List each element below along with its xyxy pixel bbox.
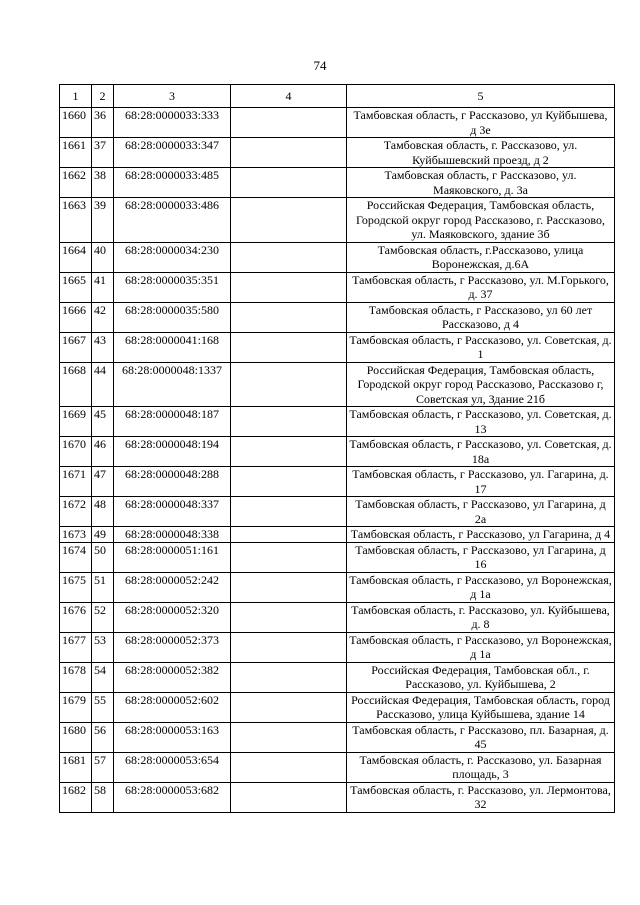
address-cell: Тамбовская область, г Рассказово, ул. Гагарина, д. 17: [347, 467, 615, 497]
table-row: [60, 782, 615, 812]
row-number-cell: 1676: [60, 602, 92, 632]
column-4-cell: [231, 362, 347, 407]
table-row: [60, 302, 615, 332]
cadastral-number-cell: 68:28:0000033:347: [114, 138, 231, 168]
column-4-cell: [231, 782, 347, 812]
row-number-cell: 1669: [60, 407, 92, 437]
cadastral-number-cell: 68:28:0000052:373: [114, 632, 231, 662]
table-row: [60, 332, 615, 362]
table-row: [60, 602, 615, 632]
row-index-cell: 58: [92, 782, 114, 812]
address-cell: Российская Федерация, Тамбовская область, Городской округ город Рассказово, Рассказово г, Советская ул, Здание 21б: [347, 362, 615, 407]
row-index-cell: 45: [92, 407, 114, 437]
row-number-cell: 1668: [60, 362, 92, 407]
cadastral-number-cell: 68:28:0000035:580: [114, 302, 231, 332]
row-number-cell: 1660: [60, 108, 92, 138]
column-4-cell: [231, 332, 347, 362]
row-number-cell: 1682: [60, 782, 92, 812]
cadastral-number-cell: 68:28:0000052:382: [114, 662, 231, 692]
column-header-2: 2: [92, 85, 114, 108]
row-index-cell: 48: [92, 497, 114, 527]
column-header-5: 5: [347, 85, 615, 108]
table-row: [60, 722, 615, 752]
table-row: [60, 497, 615, 527]
row-index-cell: 42: [92, 302, 114, 332]
row-number-cell: 1662: [60, 168, 92, 198]
address-cell: Тамбовская область, г Рассказово, ул. Маяковского, д. 3а: [347, 168, 615, 198]
table-row: [60, 467, 615, 497]
column-4-cell: [231, 108, 347, 138]
page-number: 74: [313, 58, 327, 73]
row-index-cell: 43: [92, 332, 114, 362]
table-row: [60, 662, 615, 692]
row-number-cell: 1671: [60, 467, 92, 497]
column-4-cell: [231, 662, 347, 692]
address-cell: Российская Федерация, Тамбовская область, Городской округ город Рассказово, г. Рассказово, ул. Маяковского, здание 3б: [347, 198, 615, 243]
column-4-cell: [231, 198, 347, 243]
table-row: [60, 692, 615, 722]
column-4-cell: [231, 602, 347, 632]
table-row: [60, 242, 615, 272]
address-cell: Тамбовская область, г Рассказово, ул. Советская, д. 18а: [347, 437, 615, 467]
row-index-cell: 41: [92, 272, 114, 302]
row-number-cell: 1681: [60, 752, 92, 782]
address-cell: Тамбовская область, г. Рассказово, ул. Куйбышева, д. 8: [347, 602, 615, 632]
cadastral-number-cell: 68:28:0000052:242: [114, 572, 231, 602]
cadastral-number-cell: 68:28:0000048:338: [114, 527, 231, 543]
address-cell: Тамбовская область, г Рассказово, ул Гагарина, д 2а: [347, 497, 615, 527]
table-row: [60, 407, 615, 437]
cadastral-number-cell: 68:28:0000053:163: [114, 722, 231, 752]
header-row: [60, 85, 615, 108]
column-4-cell: [231, 437, 347, 467]
table-row: [60, 138, 615, 168]
address-cell: Российская Федерация, Тамбовская обл., г. Рассказово, ул. Куйбышева, 2: [347, 662, 615, 692]
cadastral-number-cell: 68:28:0000053:654: [114, 752, 231, 782]
row-index-cell: 47: [92, 467, 114, 497]
address-cell: Тамбовская область, г Рассказово, ул 60 лет Рассказово, д 4: [347, 302, 615, 332]
table-row: [60, 542, 615, 572]
row-index-cell: 44: [92, 362, 114, 407]
row-index-cell: 50: [92, 542, 114, 572]
cadastral-number-cell: 68:28:0000033:333: [114, 108, 231, 138]
row-index-cell: 38: [92, 168, 114, 198]
table-row: [60, 108, 615, 138]
row-number-cell: 1661: [60, 138, 92, 168]
address-cell: Тамбовская область, г Рассказово, ул Гагарина, д 4: [347, 527, 615, 543]
column-4-cell: [231, 572, 347, 602]
table-row: [60, 198, 615, 243]
row-number-cell: 1677: [60, 632, 92, 662]
column-4-cell: [231, 752, 347, 782]
column-4-cell: [231, 542, 347, 572]
column-header-4: 4: [231, 85, 347, 108]
row-index-cell: 51: [92, 572, 114, 602]
row-number-cell: 1670: [60, 437, 92, 467]
column-4-cell: [231, 632, 347, 662]
row-number-cell: 1675: [60, 572, 92, 602]
column-4-cell: [231, 407, 347, 437]
column-4-cell: [231, 467, 347, 497]
cadastral-number-cell: 68:28:0000048:288: [114, 467, 231, 497]
address-cell: Тамбовская область, г Рассказово, ул. Советская, д. 13: [347, 407, 615, 437]
cadastral-number-cell: 68:28:0000048:1337: [114, 362, 231, 407]
address-cell: Тамбовская область, г Рассказово, ул Куйбышева, д 3е: [347, 108, 615, 138]
address-cell: Российская Федерация, Тамбовская область, город Рассказово, улица Куйбышева, здание 14: [347, 692, 615, 722]
table-row: [60, 572, 615, 602]
row-number-cell: 1667: [60, 332, 92, 362]
row-number-cell: 1672: [60, 497, 92, 527]
address-cell: Тамбовская область, г.Рассказово, улица Воронежская, д.6А: [347, 242, 615, 272]
cadastral-number-cell: 68:28:0000035:351: [114, 272, 231, 302]
row-index-cell: 53: [92, 632, 114, 662]
table-row: [60, 752, 615, 782]
table-row: [60, 632, 615, 662]
registry-table: [59, 84, 615, 813]
cadastral-number-cell: 68:28:0000033:485: [114, 168, 231, 198]
row-number-cell: 1673: [60, 527, 92, 543]
table-row: [60, 272, 615, 302]
address-cell: Тамбовская область, г Рассказово, ул. М.Горького, д. 37: [347, 272, 615, 302]
row-index-cell: 36: [92, 108, 114, 138]
column-4-cell: [231, 302, 347, 332]
row-index-cell: 52: [92, 602, 114, 632]
row-index-cell: 40: [92, 242, 114, 272]
address-cell: Тамбовская область, г. Рассказово, ул. Куйбышевский проезд, д 2: [347, 138, 615, 168]
address-cell: Тамбовская область, г. Рассказово, ул. Базарная площадь, 3: [347, 752, 615, 782]
column-4-cell: [231, 242, 347, 272]
column-4-cell: [231, 138, 347, 168]
column-4-cell: [231, 692, 347, 722]
address-cell: Тамбовская область, г Рассказово, ул Воронежская, д 1а: [347, 572, 615, 602]
row-index-cell: 54: [92, 662, 114, 692]
row-index-cell: 46: [92, 437, 114, 467]
column-4-cell: [231, 272, 347, 302]
row-index-cell: 57: [92, 752, 114, 782]
cadastral-number-cell: 68:28:0000048:337: [114, 497, 231, 527]
address-cell: Тамбовская область, г Рассказово, ул. Советская, д. 1: [347, 332, 615, 362]
column-4-cell: [231, 497, 347, 527]
cadastral-number-cell: 68:28:0000048:187: [114, 407, 231, 437]
row-number-cell: 1665: [60, 272, 92, 302]
column-4-cell: [231, 527, 347, 543]
row-number-cell: 1674: [60, 542, 92, 572]
row-index-cell: 37: [92, 138, 114, 168]
cadastral-number-cell: 68:28:0000041:168: [114, 332, 231, 362]
row-number-cell: 1680: [60, 722, 92, 752]
cadastral-number-cell: 68:28:0000033:486: [114, 198, 231, 243]
address-cell: Тамбовская область, г Рассказово, пл. Базарная, д. 45: [347, 722, 615, 752]
row-number-cell: 1678: [60, 662, 92, 692]
row-number-cell: 1663: [60, 198, 92, 243]
row-index-cell: 39: [92, 198, 114, 243]
row-number-cell: 1664: [60, 242, 92, 272]
column-header-1: 1: [60, 85, 92, 108]
table-row: [60, 168, 615, 198]
table-row: [60, 437, 615, 467]
row-number-cell: 1666: [60, 302, 92, 332]
table-row: [60, 362, 615, 407]
row-number-cell: 1679: [60, 692, 92, 722]
cadastral-number-cell: 68:28:0000048:194: [114, 437, 231, 467]
cadastral-number-cell: 68:28:0000034:230: [114, 242, 231, 272]
column-4-cell: [231, 722, 347, 752]
row-index-cell: 49: [92, 527, 114, 543]
address-cell: Тамбовская область, г Рассказово, ул Воронежская, д 1а: [347, 632, 615, 662]
column-header-3: 3: [114, 85, 231, 108]
row-index-cell: 55: [92, 692, 114, 722]
table-row: [60, 527, 615, 543]
cadastral-number-cell: 68:28:0000051:161: [114, 542, 231, 572]
cadastral-number-cell: 68:28:0000053:682: [114, 782, 231, 812]
cadastral-number-cell: 68:28:0000052:602: [114, 692, 231, 722]
cadastral-number-cell: 68:28:0000052:320: [114, 602, 231, 632]
address-cell: Тамбовская область, г Рассказово, ул Гагарина, д 16: [347, 542, 615, 572]
address-cell: Тамбовская область, г. Рассказово, ул. Лермонтова, 32: [347, 782, 615, 812]
column-4-cell: [231, 168, 347, 198]
row-index-cell: 56: [92, 722, 114, 752]
